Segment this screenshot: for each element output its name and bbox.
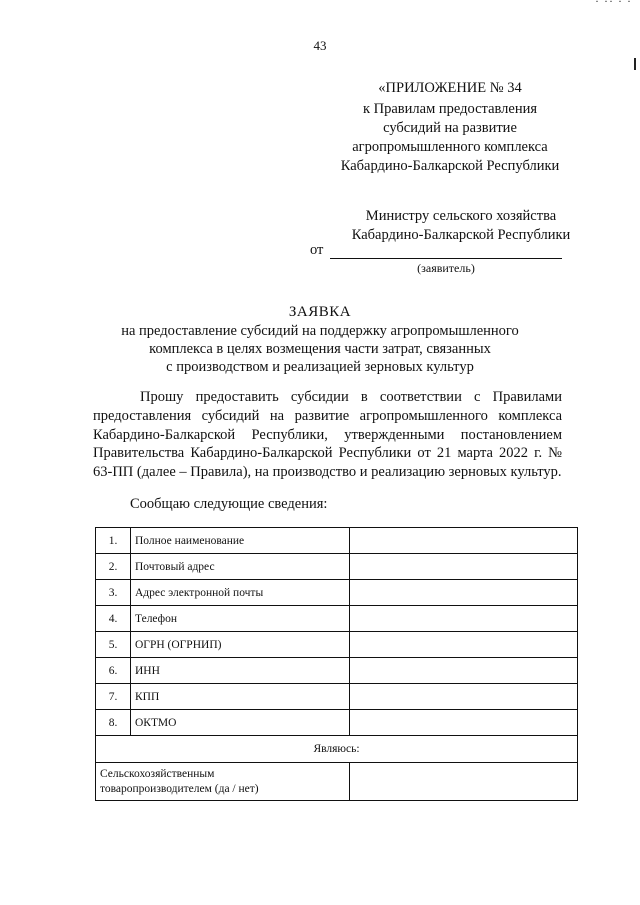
producer-label bbox=[96, 763, 350, 801]
row-label: ИНН bbox=[131, 658, 350, 684]
table-row bbox=[96, 658, 578, 684]
producer-value-cell[interactable] bbox=[350, 763, 578, 801]
request-subtitle bbox=[90, 322, 550, 376]
row-value-cell[interactable] bbox=[350, 580, 578, 606]
corner-scan-mark: · ·· · · bbox=[595, 0, 632, 8]
table-row bbox=[96, 710, 578, 736]
row-number: 8. bbox=[96, 710, 131, 736]
appendix-line: субсидий на развитие bbox=[383, 120, 517, 136]
applicant-caption: (заявитель) bbox=[417, 261, 475, 275]
table-row bbox=[96, 528, 578, 554]
from-label: от bbox=[310, 242, 324, 258]
addressee-line: Кабардино-Балкарской Республики bbox=[351, 227, 571, 243]
table-row bbox=[96, 554, 578, 580]
section-header: Являюсь: bbox=[96, 736, 578, 763]
row-label: Адрес электронной почты bbox=[131, 580, 350, 606]
row-number: 4. bbox=[96, 606, 131, 632]
row-label: Телефон bbox=[131, 606, 350, 632]
table-row bbox=[96, 684, 578, 710]
row-number: 2. bbox=[96, 554, 131, 580]
request-title: ЗАЯВКА bbox=[288, 304, 352, 320]
row-value-cell[interactable] bbox=[350, 658, 578, 684]
row-label: ОГРН (ОГРНИП) bbox=[131, 632, 350, 658]
subtitle-line: с производством и реализацией зерновых культур bbox=[166, 359, 474, 375]
table-row bbox=[96, 606, 578, 632]
appendix-line: к Правилам предоставления bbox=[362, 101, 538, 117]
addressee-line: Министру сельского хозяйства bbox=[365, 208, 557, 224]
row-number: 6. bbox=[96, 658, 131, 684]
row-value-cell[interactable] bbox=[350, 606, 578, 632]
subtitle-line: на предоставление субсидий на поддержку агропромышленного bbox=[121, 323, 519, 339]
addressee bbox=[330, 207, 592, 245]
row-label: Почтовый адрес bbox=[131, 554, 350, 580]
subtitle-line: комплекса в целях возмещения части затрат, связанных bbox=[149, 341, 491, 357]
row-value-cell[interactable] bbox=[350, 710, 578, 736]
appendix-reference bbox=[300, 100, 600, 176]
section-row bbox=[96, 736, 578, 763]
table-row bbox=[96, 632, 578, 658]
table-row bbox=[96, 580, 578, 606]
applicant-fill-line[interactable] bbox=[330, 258, 562, 259]
row-number: 5. bbox=[96, 632, 131, 658]
producer-label-line: товаропроизводителем (да / нет) bbox=[100, 782, 259, 795]
row-label: Полное наименование bbox=[131, 528, 350, 554]
row-label: КПП bbox=[131, 684, 350, 710]
applicant-info-table bbox=[95, 527, 578, 801]
row-value-cell[interactable] bbox=[350, 528, 578, 554]
row-number: 1. bbox=[96, 528, 131, 554]
row-number: 7. bbox=[96, 684, 131, 710]
producer-row bbox=[96, 763, 578, 801]
appendix-title: «ПРИЛОЖЕНИЕ № 34 bbox=[378, 80, 522, 96]
producer-label-line: Сельскохозяйственным bbox=[100, 767, 215, 780]
row-value-cell[interactable] bbox=[350, 684, 578, 710]
row-value-cell[interactable] bbox=[350, 554, 578, 580]
page-number: 43 bbox=[313, 38, 327, 53]
row-value-cell[interactable] bbox=[350, 632, 578, 658]
appendix-line: агропромышленного комплекса bbox=[352, 139, 548, 155]
info-intro: Сообщаю следующие сведения: bbox=[130, 496, 328, 512]
appendix-line: Кабардино-Балкарской Республики bbox=[340, 158, 560, 174]
edge-scan-mark bbox=[634, 58, 636, 70]
body-paragraph: Прошу предоставить субсидии в соответствии с Правилами предоставления субсидий на развитие агропромышленного комплекса Кабардино-Балкарской Республики, утвержденными постановлением Правительства Кабардино-Балкарской Республики от 21 марта 2022 г. № 63-ПП (далее – Правила), на производство и реализацию зерновых культур. bbox=[93, 389, 562, 481]
row-number: 3. bbox=[96, 580, 131, 606]
row-label: ОКТМО bbox=[131, 710, 350, 736]
